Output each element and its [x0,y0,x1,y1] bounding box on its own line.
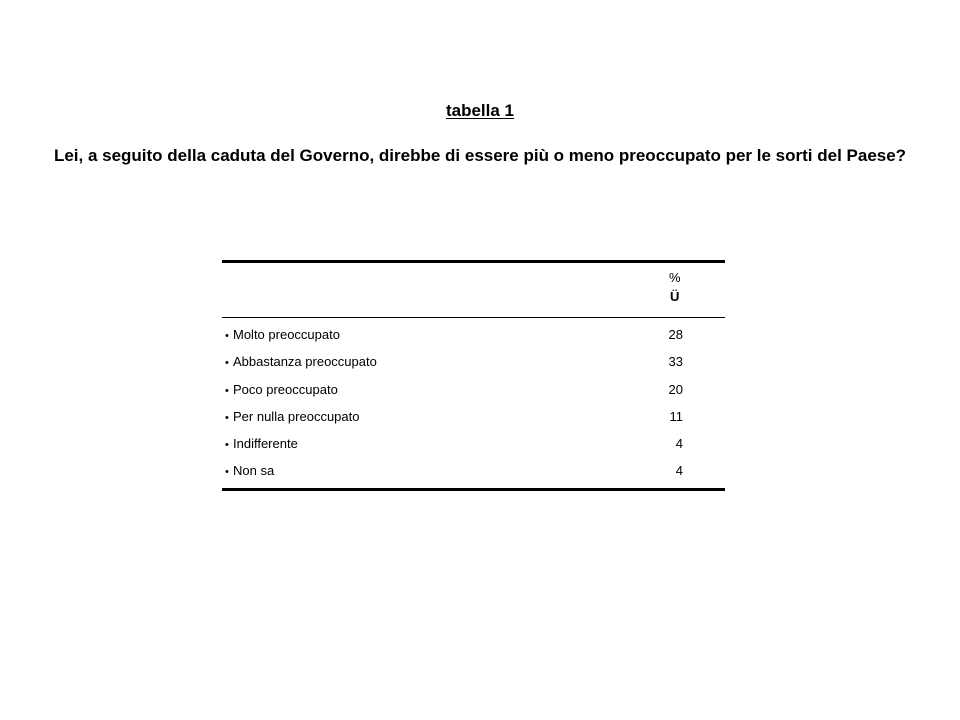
row-label [225,376,338,405]
row-value: 28 [668,327,683,342]
row-value: 11 [669,408,683,424]
row-value: 20 [668,381,683,397]
row-value: 4 [675,436,683,452]
bullet-icon: • [225,357,229,370]
table-row [222,321,725,348]
table-body [222,318,725,488]
table-header-row [222,263,725,318]
bullet-icon: • [225,411,229,424]
bullet-icon: • [225,466,229,479]
column-symbol: Ü [670,289,680,304]
table-row [222,376,725,403]
row-value: 33 [668,354,683,370]
survey-question: Lei, a seguito della caduta del Governo, direbbe di essere più o meno preoccupato per le sorti del Paese? [53,146,907,165]
percent-column-header: % [669,270,681,285]
bullet-icon: • [225,439,229,452]
row-label [225,403,359,432]
table-row [222,403,725,430]
row-label [225,430,298,459]
row-label-text: Per nulla preoccupato [233,408,360,424]
results-table [222,260,725,491]
row-label-text: Non sa [233,463,275,479]
bullet-icon: • [225,384,229,397]
row-label-text: Indifferente [233,436,298,452]
table-row [222,430,725,457]
row-value: 4 [675,463,683,479]
row-label-text: Molto preoccupato [233,327,340,342]
row-label [225,457,274,486]
table-row [222,457,725,484]
table-title: tabella 1 [445,101,515,120]
row-label [225,348,377,377]
row-label-text: Poco preoccupato [233,381,338,397]
bullet-icon: • [225,330,229,342]
table-row [222,348,725,375]
row-label [225,321,340,350]
row-label-text: Abbastanza preoccupato [233,354,377,370]
